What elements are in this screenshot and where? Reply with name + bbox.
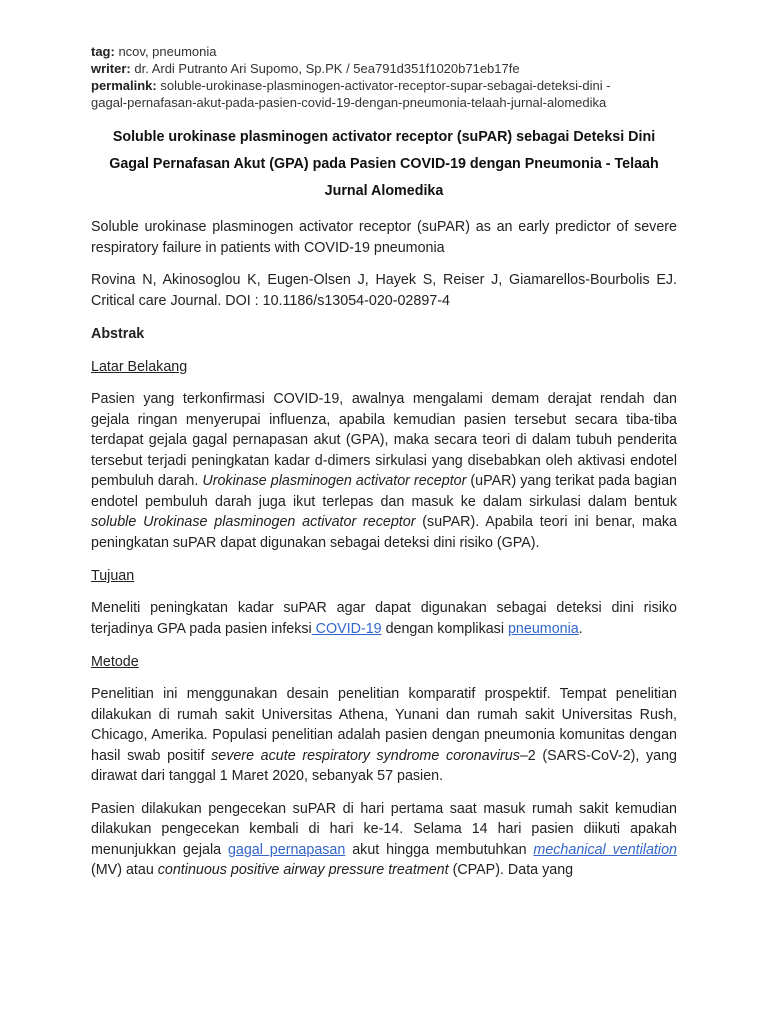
gagal-pernapasan-link[interactable]: gagal pernapasan <box>227 841 346 858</box>
tag-label: tag: <box>91 44 115 59</box>
italic-term: Urokinase plasminogen activator receptor <box>202 473 467 489</box>
italic-term: soluble Urokinase plasminogen activator receptor <box>91 514 416 530</box>
latar-belakang-heading: Latar Belakang <box>91 359 188 375</box>
italic-term: severe acute respiratory syndrome coronavirus <box>211 747 520 764</box>
metode-heading: Metode <box>91 654 139 670</box>
text-run: akut hingga membutuhkan <box>345 841 534 858</box>
permalink-value-2: gagal-pernafasan-akut-pada-pasien-covid-19-dengan-pneumonia-telaah-jurnal-alomedika <box>91 95 607 110</box>
writer-value: dr. Ardi Putranto Ari Supomo, Sp.PK / 5ea791d351f1020b71eb17fe <box>130 61 520 76</box>
page-title: Soluble urokinase plasminogen activator receptor (suPAR) sebagai Deteksi Dini Gagal Pernafasan Akut (GPA) pada Pasien COVID-19 dengan Pneumonia - Telaah Jurnal Alomedika <box>109 129 659 199</box>
text-run: (suPAR). Apabila teori ini benar, maka peningkatan suPAR dapat digunakan sebagai deteksi dini risiko (GPA). <box>91 514 677 551</box>
metode-paragraph-2 <box>91 799 677 881</box>
tujuan-heading: Tujuan <box>91 568 135 584</box>
latar-belakang-paragraph <box>91 389 677 553</box>
pneumonia-link[interactable]: pneumonia <box>507 620 579 637</box>
text-run: (CPAP). Data yang <box>448 862 574 878</box>
abstrak-heading: Abstrak <box>91 326 145 342</box>
text-run: (uPAR) yang terikat pada bagian endotel pembuluh darah juga ikut terlepas dan masuk ke dalam sirkulasi dalam bentuk <box>91 473 677 510</box>
writer-label: writer: <box>91 61 131 76</box>
post-meta <box>91 43 677 111</box>
text-run: Meneliti peningkatan kadar suPAR agar dapat digunakan sebagai deteksi dini risiko terjadinya GPA pada pasien infeksi <box>91 600 677 637</box>
metode-paragraph-1 <box>91 684 677 787</box>
covid19-link[interactable]: COVID-19 <box>311 620 382 637</box>
permalink-label: permalink: <box>91 78 157 93</box>
text-run: Pasien dilakukan pengecekan suPAR di hari pertama saat masuk rumah sakit kemudian dilakukan pengecekan kembali di hari ke-14. Selama 14 hari pasien diikuti apakah menunjukkan gejala <box>91 800 677 858</box>
text-run: –2 (SARS-CoV-2), yang dirawat dari tanggal 1 Maret 2020, sebanyak 57 pasien. <box>91 747 677 784</box>
text-run: dengan komplikasi <box>381 620 508 637</box>
text-run: . <box>578 620 583 637</box>
tag-value: ncov, pneumonia <box>114 44 217 59</box>
italic-term: continuous positive airway pressure treatment <box>157 862 449 878</box>
article-title-en: Soluble urokinase plasminogen activator receptor (suPAR) as an early predictor of severe respiratory failure in patients with COVID-19 pneumonia <box>91 219 677 256</box>
text-run: Pasien yang terkonfirmasi COVID-19, awalnya mengalami demam derajat rendah dan gejala ringan menyerupai influenza, apabila kemudian pasien tersebut secara tiba-tiba terdapat gejala gagal pernapasan akut (GPA), maka secara teori di dalam tubuh penderita tersebut terjadi peningkatan kadar d-dimers sirkulasi yang disebabkan oleh aktivasi endotel pembuluh darah. <box>91 391 677 489</box>
permalink-line <box>91 77 677 94</box>
tag-line <box>91 43 677 60</box>
permalink-line-2 <box>91 94 677 111</box>
tujuan-paragraph <box>91 598 677 639</box>
citation: Rovina N, Akinosoglou K, Eugen-Olsen J, Hayek S, Reiser J, Giamarellos-Bourbolis EJ. Critical care Journal. DOI : 10.1186/s13054-020-02897-4 <box>91 272 677 309</box>
mechanical-ventilation-link[interactable]: mechanical ventilation <box>533 841 677 858</box>
writer-line <box>91 60 677 77</box>
text-run: Penelitian ini menggunakan desain penelitian komparatif prospektif. Tempat penelitian dilakukan di rumah sakit Universitas Athena, Yunani dan rumah sakit Universitas Rush, Chicago, Amerika. Populasi penelitian adalah pasien dengan pneumonia komunitas dengan hasil swab positif <box>91 686 677 764</box>
permalink-value-1: soluble-urokinase-plasminogen-activator-receptor-supar-sebagai-deteksi-dini - <box>156 78 611 93</box>
text-run: (MV) atau <box>91 862 158 878</box>
